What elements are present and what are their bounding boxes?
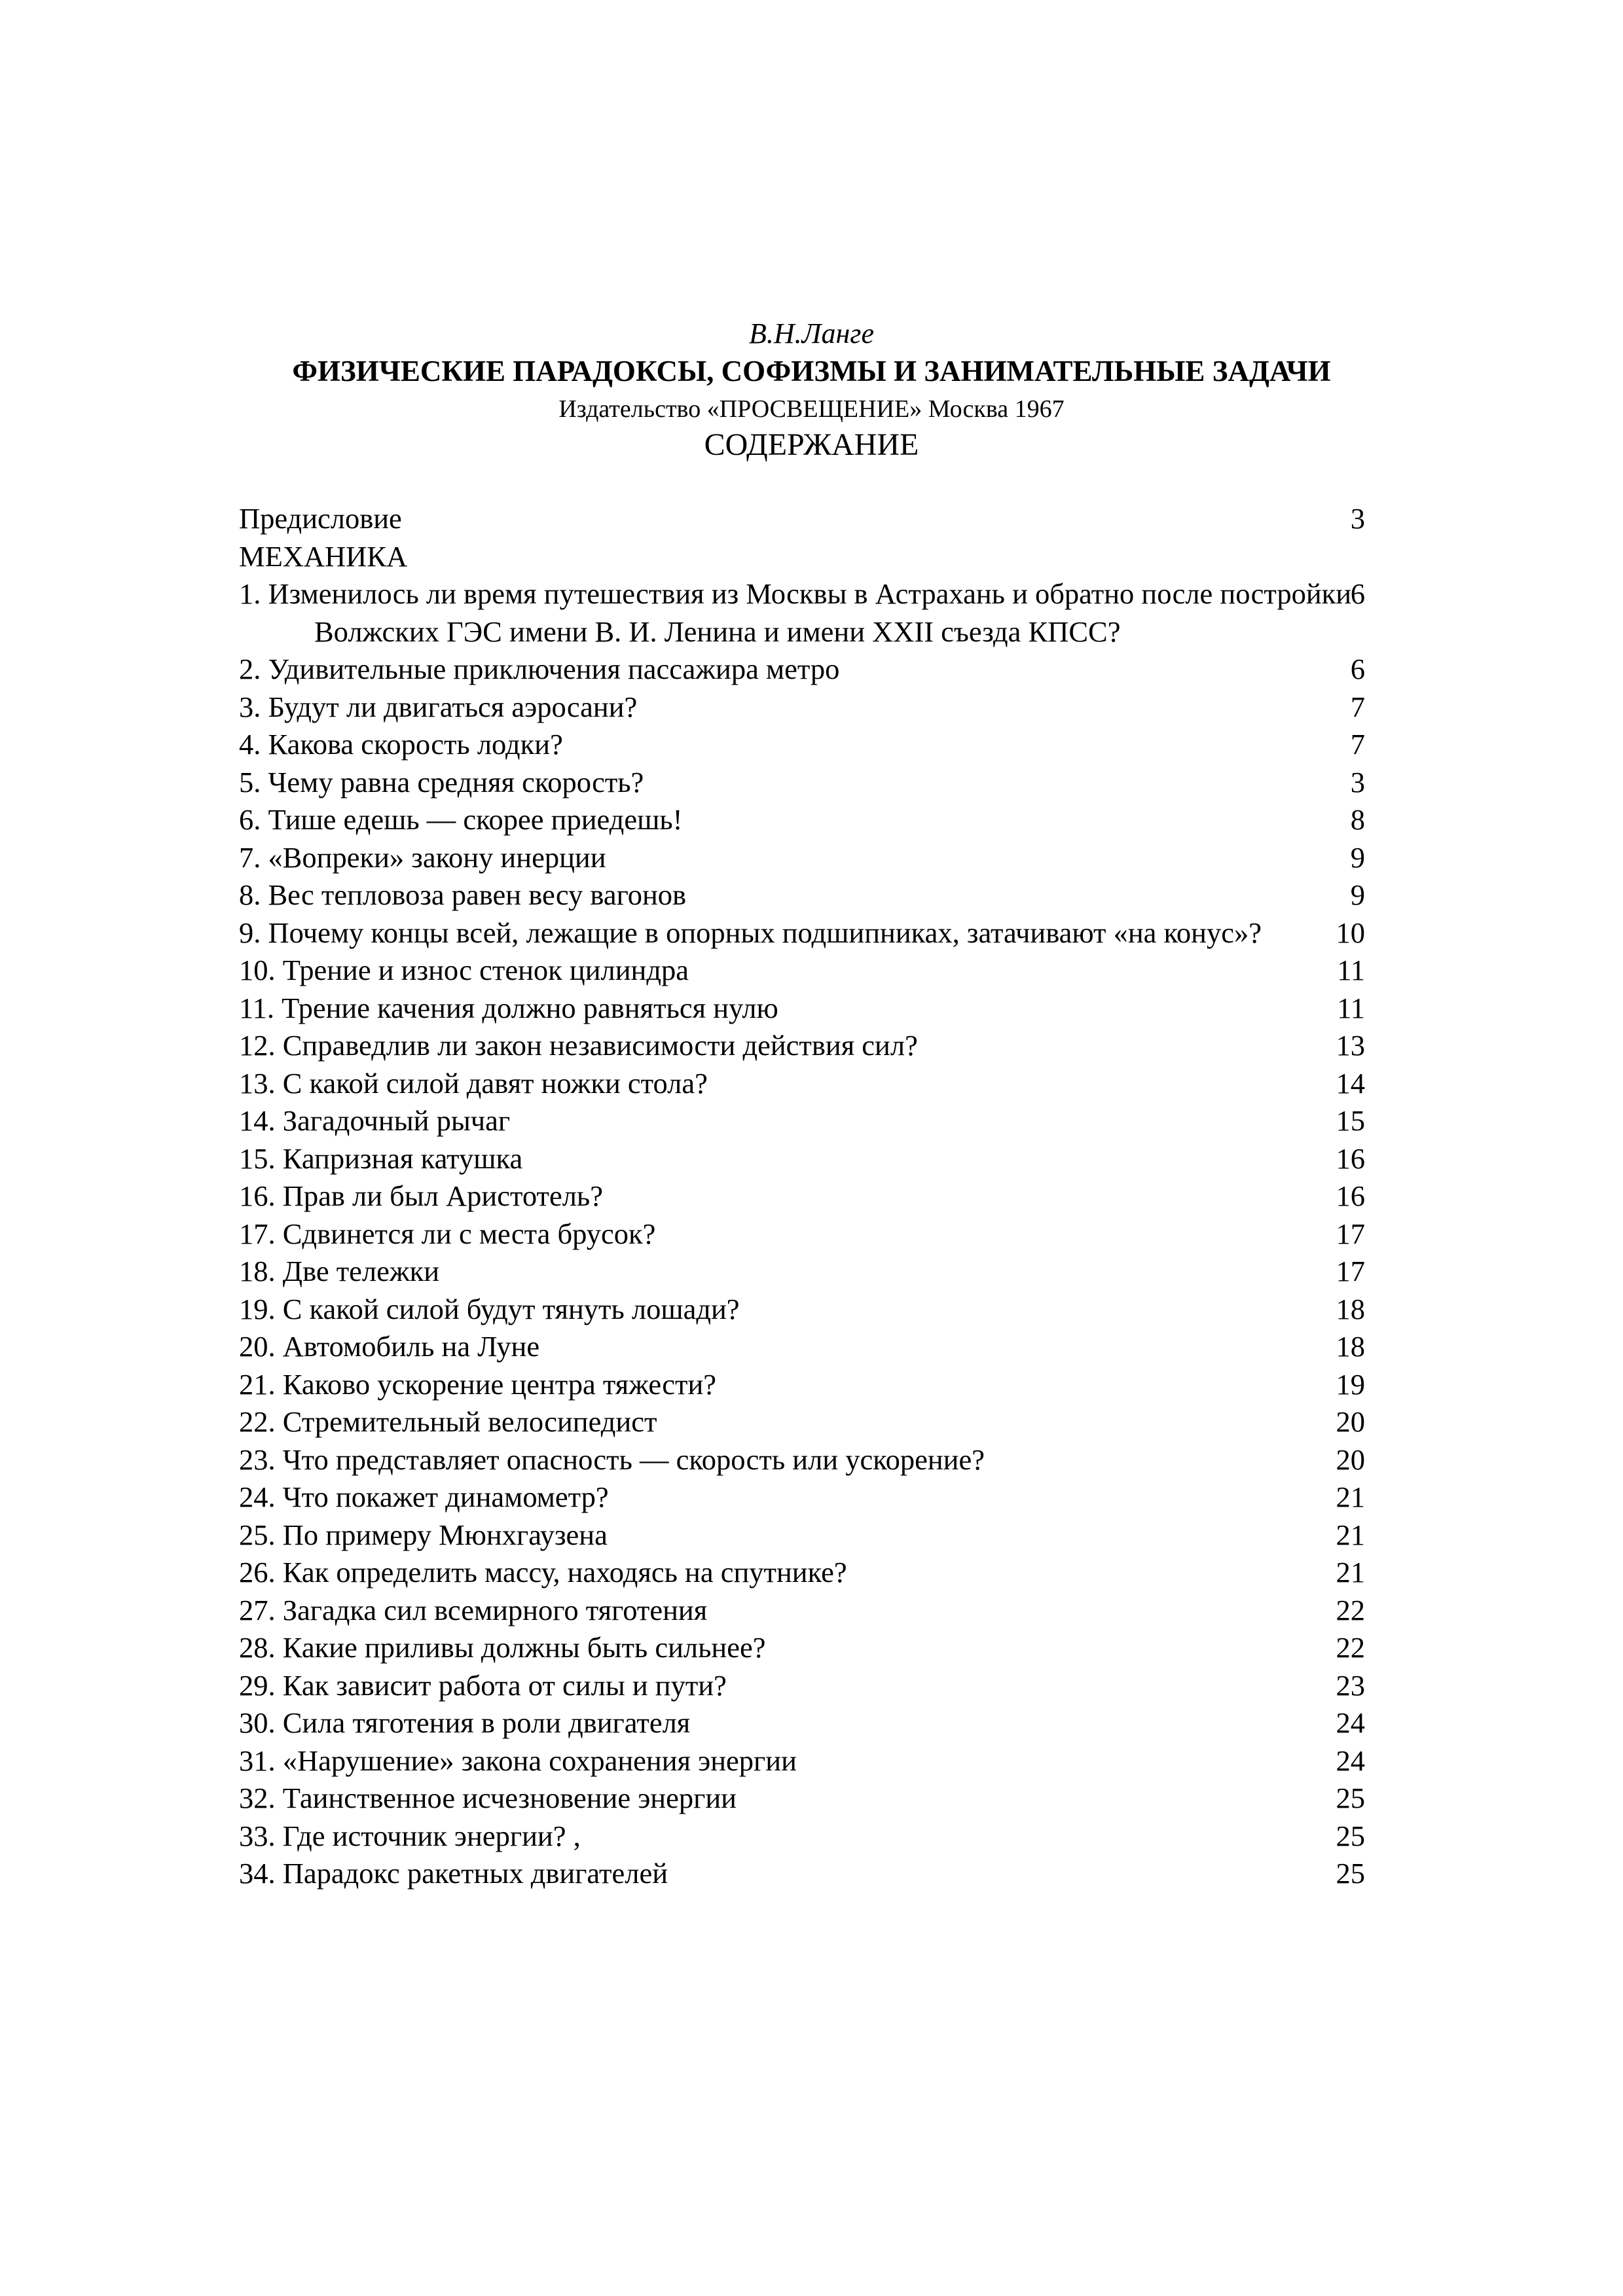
section-heading-text: МЕХАНИКА xyxy=(239,539,408,573)
toc-entry-title: 29. Как зависит работа от силы и пути? xyxy=(239,1668,727,1702)
toc-entry-page: 21 xyxy=(1336,1518,1365,1551)
toc-entry-page: 6 xyxy=(1350,653,1365,685)
toc-entry-title: 21. Каково ускорение центра тяжести? xyxy=(239,1367,717,1401)
toc-entry-title: 4. Какова скорость лодки? xyxy=(239,728,563,761)
toc-entry xyxy=(239,914,1365,952)
toc-entry xyxy=(239,1102,1365,1140)
toc-entry-title: 1. Изменилось ли время путешествия из Москвы в Астрахань и обратно после постройки Волжских ГЭС имени В. И. Ленина и имени XXII съезда КПСС? xyxy=(239,577,1352,648)
toc-entry-title: 2. Удивительные приключения пассажира метро xyxy=(239,653,840,685)
toc-entry-page: 25 xyxy=(1336,1782,1365,1814)
toc-entry xyxy=(239,1554,1365,1592)
toc-entry-title: 28. Какие приливы должны быть сильнее? xyxy=(239,1631,766,1664)
toc-entry xyxy=(239,1215,1365,1253)
toc-entry xyxy=(239,1328,1365,1366)
toc-entry-title: 32. Таинственное исчезновение энергии xyxy=(239,1782,737,1814)
toc-entry-page: 8 xyxy=(1350,803,1365,836)
toc-entry-title: 16. Прав ли был Аристотель? xyxy=(239,1179,603,1212)
toc-entry-page: 21 xyxy=(1336,1480,1365,1513)
toc-entry-title: 30. Сила тяготения в роли двигателя xyxy=(239,1706,691,1739)
toc-entry xyxy=(239,1818,1365,1856)
toc-entry-page: 7 xyxy=(1350,728,1365,761)
toc-entry xyxy=(239,1855,1365,1893)
toc-entry-title: Предисловие xyxy=(239,502,402,535)
toc-entry xyxy=(239,1516,1365,1554)
title-block xyxy=(0,315,1623,465)
toc-entry xyxy=(239,1667,1365,1705)
toc-entry-page: 20 xyxy=(1336,1443,1365,1476)
toc-entry-page: 6 xyxy=(1350,577,1365,610)
toc-entry-page: 24 xyxy=(1336,1706,1365,1739)
toc-entry-title: 23. Что представляет опасность — скорость или ускорение? xyxy=(239,1443,985,1476)
toc-entry-page: 22 xyxy=(1336,1593,1365,1626)
toc-entry xyxy=(239,1140,1365,1178)
toc-entry-title: 3. Будут ли двигаться аэросани? xyxy=(239,690,638,723)
toc-section-heading xyxy=(239,538,1365,576)
toc-entry-title: 19. С какой силой будут тянуть лошади? xyxy=(239,1292,740,1325)
toc-entry-page: 16 xyxy=(1336,1179,1365,1212)
toc-entry-title: 24. Что покажет динамометр? xyxy=(239,1480,609,1513)
toc-entry xyxy=(239,1065,1365,1103)
toc-entry xyxy=(239,726,1365,764)
toc-entry-page: 18 xyxy=(1336,1330,1365,1363)
toc-entry-page: 3 xyxy=(1350,765,1365,798)
toc-entry-page: 19 xyxy=(1336,1367,1365,1401)
toc-entry-page: 25 xyxy=(1336,1857,1365,1890)
toc-entry-title: 34. Парадокс ракетных двигателей xyxy=(239,1857,668,1890)
toc-entry-page: 11 xyxy=(1337,954,1365,986)
toc-entry-page: 25 xyxy=(1336,1819,1365,1852)
toc-entry xyxy=(239,651,1365,689)
toc-entry-title: 10. Трение и износ стенок цилиндра xyxy=(239,954,689,986)
toc-entry xyxy=(239,1742,1365,1780)
toc-entry-page: 18 xyxy=(1336,1292,1365,1325)
toc-entry-page: 20 xyxy=(1336,1405,1365,1438)
toc-entry xyxy=(239,1291,1365,1329)
toc-entry-title: 33. Где источник энергии? , xyxy=(239,1819,581,1852)
toc-entry-page: 7 xyxy=(1350,690,1365,723)
toc-entry xyxy=(239,1366,1365,1404)
toc-entry-page: 24 xyxy=(1336,1744,1365,1777)
toc-entry xyxy=(239,1177,1365,1215)
toc-entry-page: 17 xyxy=(1336,1217,1365,1250)
toc-entry-title: 27. Загадка сил всемирного тяготения xyxy=(239,1593,708,1626)
toc-entry-title: 8. Вес тепловоза равен весу вагонов xyxy=(239,878,687,911)
toc-entry-title: 25. По примеру Мюнхгаузена xyxy=(239,1518,608,1551)
toc-entry xyxy=(239,990,1365,1028)
toc-entry xyxy=(239,876,1365,914)
toc-entry-page: 22 xyxy=(1336,1631,1365,1664)
table-of-contents xyxy=(239,500,1365,1893)
toc-entry-title: 22. Стремительный велосипедист xyxy=(239,1405,657,1438)
toc-entry xyxy=(239,575,1365,651)
toc-entry-title: 6. Тише едешь — скорее приедешь! xyxy=(239,803,683,836)
toc-entry-title: 11. Трение качения должно равняться нулю xyxy=(239,991,778,1024)
toc-entry xyxy=(239,1704,1365,1742)
toc-entry-page: 3 xyxy=(1350,502,1365,535)
toc-entry-page: 9 xyxy=(1350,878,1365,911)
toc-entry-title: 7. «Вопреки» закону инерции xyxy=(239,840,606,874)
toc-entry-page: 15 xyxy=(1336,1104,1365,1137)
toc-entry xyxy=(239,689,1365,726)
toc-entry xyxy=(239,1441,1365,1479)
toc-entry xyxy=(239,1403,1365,1441)
toc-entry-title: 26. Как определить массу, находясь на спутнике? xyxy=(239,1556,847,1588)
toc-entry-title: 17. Сдвинется ли с места брусок? xyxy=(239,1217,656,1250)
toc-entry-title: 20. Автомобиль на Луне xyxy=(239,1330,540,1363)
toc-entry-page: 21 xyxy=(1336,1556,1365,1588)
toc-entry-title: 18. Две тележки xyxy=(239,1255,440,1287)
toc-entry-page: 16 xyxy=(1336,1141,1365,1175)
toc-entry-preface xyxy=(239,500,1365,538)
toc-entry-title: 5. Чему равна средняя скорость? xyxy=(239,765,644,798)
toc-entry-title: 12. Справедлив ли закон независимости действия сил? xyxy=(239,1029,918,1062)
toc-entry-page: 10 xyxy=(1336,916,1365,949)
toc-entry-page: 11 xyxy=(1337,991,1365,1024)
toc-entry xyxy=(239,801,1365,839)
publisher-line: Издательство «ПРОСВЕЩЕНИЕ» Москва 1967 xyxy=(558,395,1065,423)
toc-entry xyxy=(239,1629,1365,1667)
toc-entry xyxy=(239,839,1365,877)
toc-entry-page: 14 xyxy=(1336,1066,1365,1100)
toc-entry xyxy=(239,1027,1365,1065)
toc-entry-title: 14. Загадочный рычаг xyxy=(239,1104,511,1137)
toc-entry xyxy=(239,1780,1365,1818)
toc-entry-page: 13 xyxy=(1336,1029,1365,1062)
toc-entry xyxy=(239,1592,1365,1630)
toc-entry-page: 23 xyxy=(1336,1668,1365,1702)
toc-entry xyxy=(239,952,1365,990)
toc-entry-title: 15. Капризная катушка xyxy=(239,1141,523,1175)
author: В.Н.Ланге xyxy=(749,317,874,350)
book-title: ФИЗИЧЕСКИЕ ПАРАДОКСЫ, СОФИЗМЫ И ЗАНИМАТЕЛЬНЫЕ ЗАДАЧИ xyxy=(292,355,1331,387)
toc-entry-page: 17 xyxy=(1336,1255,1365,1287)
toc-entry-title: 9. Почему концы всей, лежащие в опорных подшипниках, затачивают «на конус»? xyxy=(239,916,1262,949)
toc-entry-title: 13. С какой силой давят ножки стола? xyxy=(239,1066,708,1100)
toc-entry xyxy=(239,1253,1365,1291)
toc-entry xyxy=(239,764,1365,802)
toc-entry-title: 31. «Нарушение» закона сохранения энергии xyxy=(239,1744,797,1777)
toc-entry-page: 9 xyxy=(1350,840,1365,874)
contents-heading: СОДЕРЖАНИЕ xyxy=(704,427,919,462)
toc-entry xyxy=(239,1479,1365,1516)
